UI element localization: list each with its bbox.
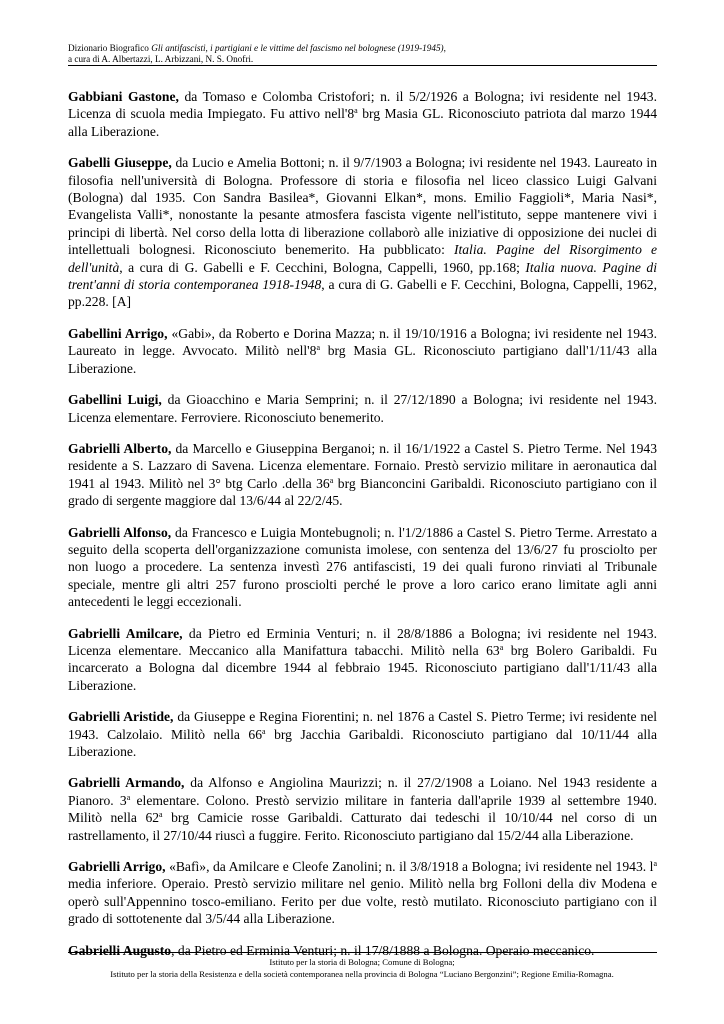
entry-superscript: a xyxy=(499,642,504,652)
entry-text: da Pietro ed Erminia Venturi; n. il 28/8/1886 a Bologna; ivi residente nel 1943. Licenza elementare. Meccanico alla Manifattura tabacchi. Militò nella 63 xyxy=(68,625,657,658)
entry-name: Gabrielli Alberto, xyxy=(68,440,172,456)
entry-text: brg Jacchia Garibaldi. Riconosciuto partigiano dal 10/11/44 alla Liberazione. xyxy=(68,726,657,759)
entry-text: brg Masia GL. Riconosciuto patriota dal marzo 1944 alla Liberazione. xyxy=(68,106,657,139)
footer-rule xyxy=(68,952,657,953)
entry-name: Gabellini Arrigo, xyxy=(68,325,168,341)
entry-text: da Gioacchino e Maria Semprini; n. il 27/12/1890 a Bologna; ivi residente nel 1943. Licenza elementare. Ferroviere. Riconosciuto benemerito. xyxy=(68,392,657,425)
header-line-1 xyxy=(68,43,657,54)
entry xyxy=(68,625,657,695)
entry-name: Gabellini Luigi, xyxy=(68,392,162,408)
footer-line-1: Istituto per la storia di Bologna; Comune di Bologna; xyxy=(269,957,455,967)
entry-name: Gabrielli Aristide, xyxy=(68,709,174,725)
entry-italic-title: Italia nuova. Pagine di trent'anni di storia contemporanea 1918-1948 xyxy=(68,259,657,293)
entry xyxy=(68,391,657,426)
entry-name: Gabrielli Amilcare, xyxy=(68,625,183,641)
footer-line-2: Istituto per la storia della Resistenza e della società contemporanea nella provincia di Bologna “Luciano Bergonzini”; Regione Emilia-Romagna. xyxy=(110,968,614,979)
entry xyxy=(68,440,657,510)
page-header xyxy=(68,43,657,65)
entry-text: da Giuseppe e Regina Fiorentini; n. nel 1876 a Castel S. Pietro Terme; ivi residente nel 1943. Calzolaio. Militò nella 66 xyxy=(68,709,657,742)
entry-text: «Bafì», da Amilcare e Cleofe Zanolini; n. il 3/8/1918 a Bologna; ivi residente nel 1943. l xyxy=(165,859,654,875)
entry-text: brg Camicie rosse Garibaldi. Catturato dai tedeschi il 10/10/44 nel corso di un rastrellamento, il 27/10/44 riuscì a fuggire. Ferito. Riconosciuto partigiano dal 15/2/44 alla Liberazione. xyxy=(68,810,657,843)
header-rule xyxy=(68,65,657,66)
entry-text: , da Pietro ed Erminia Venturi; n. il 17/8/1888 a Bologna. Operaio meccanico. xyxy=(171,942,595,958)
entry-superscript: a xyxy=(262,726,266,736)
entry xyxy=(68,858,657,928)
header-prefix: Dizionario Biografico xyxy=(68,43,152,53)
entry-text: brg Bianconcini Garibaldi. Riconosciuto partigiano con il grado di sergente maggiore dal 13/6/44 al 22/2/45. xyxy=(68,475,657,509)
header-suffix: , xyxy=(443,43,446,53)
entry xyxy=(68,524,657,611)
entry-name: Gabrielli Arrigo, xyxy=(68,859,166,875)
header-line-2: a cura di A. Albertazzi, L. Arbizzani, N. S. Onofri. xyxy=(68,54,254,64)
header-book-title: Gli antifascisti, i partigiani e le vittime del fascismo nel bolognese (1919-1945) xyxy=(151,43,444,53)
entry-text: media inferiore. Operaio. Prestò servizio militare nel genio. Militò nella brg Folloni della div Modena e operò sull'Appennino tosco-emiliano. Ferito per due volte, restò mutilato. Riconosciuto partigiano con il grado di sottotenente dal 3/5/44 alla Liberazione. xyxy=(68,876,657,927)
entry-superscript: a xyxy=(653,859,658,869)
entry xyxy=(68,708,657,760)
entry-name: Gabrielli Augusto xyxy=(68,942,172,958)
entries-list xyxy=(68,88,657,973)
entry-italic-title: Italia. Pagine del Risorgimento e dell'unità xyxy=(68,242,657,275)
entry-text: da Lucio e Amelia Bottoni; n. il 9/7/1903 a Bologna; ivi residente nel 1943. Laureato in filosofia nell'università di Bologna. Professore di storia e filosofia nel liceo classico Luigi Galvani (Bologna) dal 1935. Con Sandra Basilea*, Giovanni Elkan*, mons. Emilio Faggioli*, Maria Nasi*, Evangelista Valli*, nonostante la pesante atmosfera fascista vigente nell'istituto, seppe mantenere vivi i principi di libertà. Nel corso della lotta di liberazione collaborò alle iniziative di opposizione dei nuclei di intellettuali bolognesi. Riconosciuto benemerito. Ha pubblicato: xyxy=(68,155,657,258)
entry xyxy=(68,88,657,140)
entry xyxy=(68,154,657,311)
entry-text: «Gabi», da Roberto e Dorina Mazza; n. il 19/10/1916 a Bologna; ivi residente nel 1943. Laureato in legge. Avvocato. Militò nell'8 xyxy=(68,325,657,359)
entry-superscript: a xyxy=(316,343,320,353)
page-footer xyxy=(40,957,684,980)
entry-name: Gabrielli Alfonso, xyxy=(68,524,172,540)
entry-text: brg Bolero Garibaldi. Fu incarcerato a Bologna dal dicembre 1944 al febbraio 1945. Riconosciuto partigiano dall'1/11/43 alla Liberazione. xyxy=(68,642,657,693)
entry-text: elementare. Colono. Prestò servizio militare in fanteria dall'aprile 1939 al settembre 1940. Militò nella 62 xyxy=(68,792,657,826)
entry-text: , a cura di G. Gabelli e F. Cecchini, Bologna, Cappelli, 1962, pp.228. [A] xyxy=(68,277,657,310)
entry-name: Gabbiani Gastone, xyxy=(68,89,179,104)
entry xyxy=(68,325,657,377)
entry-superscript: a xyxy=(126,792,131,802)
entry-superscript: a xyxy=(159,810,163,820)
entry-text: da Francesco e Luigia Montebugnoli; n. l'1/2/1886 a Castel S. Pietro Terme. Arrestato a seguito della scoperta dell'organizzazione comunista imolese, con sentenza del 13/6/27 fu prosciolto per non luogo a procedere. La sentenza investì 276 antifascisti, 19 dei quali furono rinviati al Tribunale speciale, mentre gli altri 257 furono prosciolti perché le prove a loro carico erano limitate agli anni antecedenti le leggi eccezionali. xyxy=(68,524,657,610)
entry-name: Gabelli Giuseppe, xyxy=(68,155,172,171)
entry-text: brg Masia GL. Riconosciuto partigiano dall'1/11/43 alla Liberazione. xyxy=(68,343,658,376)
entry-text: da Alfonso e Angiolina Maurizzi; n. il 27/2/1908 a Loiano. Nel 1943 residente a Pianoro. 3 xyxy=(68,775,657,808)
entry-superscript: a xyxy=(354,106,358,116)
entry-name: Gabrielli Armando, xyxy=(68,775,185,791)
entry-text: , a cura di G. Gabelli e F. Cecchini, Bologna, Cappelli, 1960, pp.168; xyxy=(119,259,526,275)
entry-text: da Tomaso e Colomba Cristofori; n. il 5/2/1926 a Bologna; ivi residente nel 1943. Licenza di scuola media Impiegato. Fu attivo nell'8 xyxy=(68,89,657,122)
entry xyxy=(68,774,657,844)
entry-superscript: a xyxy=(329,475,334,485)
entry-text: da Marcello e Giuseppina Berganoi; n. il 16/1/1922 a Castel S. Pietro Terme. Nel 1943 residente a S. Lazzaro di Savena. Licenza elementare. Fornaio. Prestò servizio militare in aeronautica dal 1941 al 1943. Militò nel 3° btg Carlo .della 36 xyxy=(68,440,657,491)
